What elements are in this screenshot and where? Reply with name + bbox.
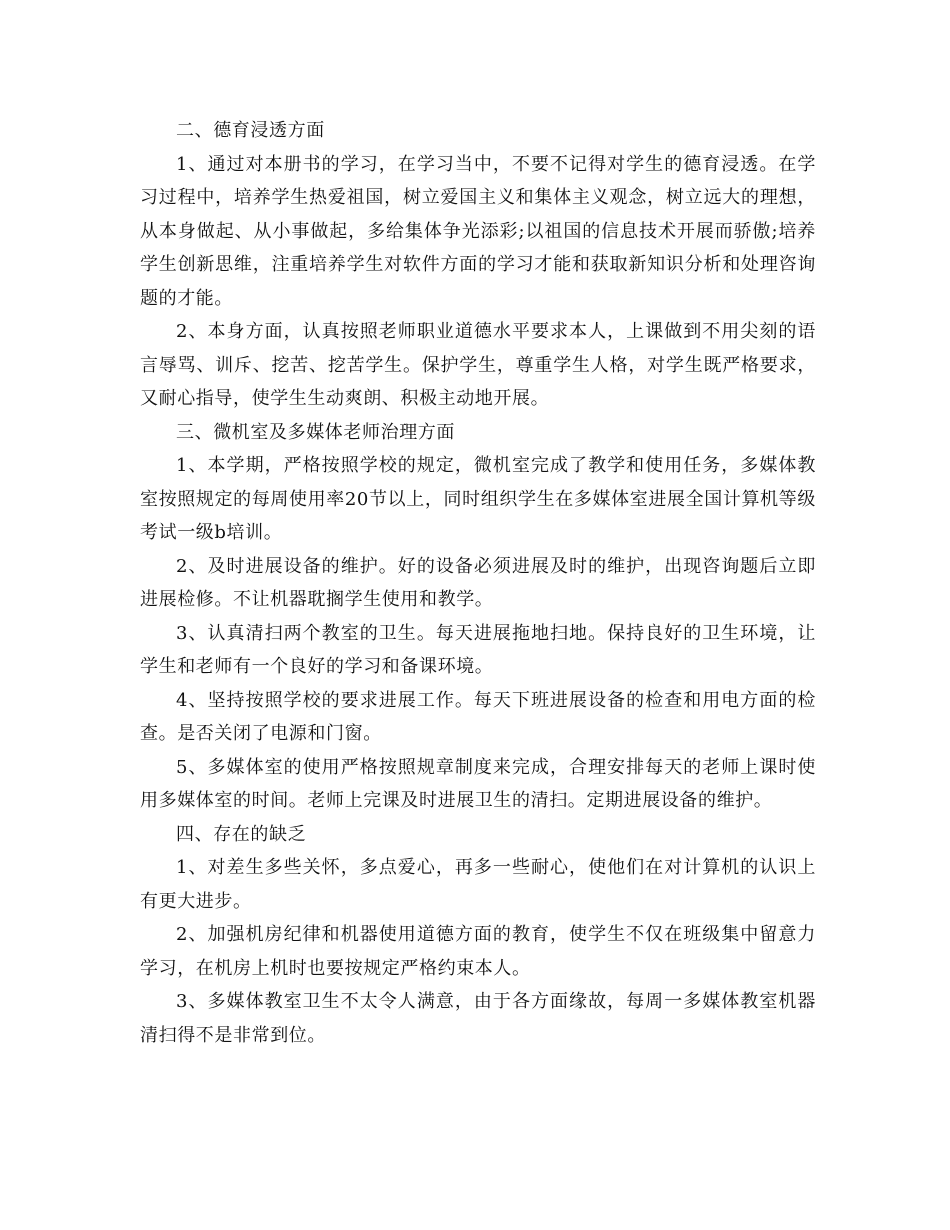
section-heading-shortcomings: 四、存在的缺乏 — [176, 823, 307, 845]
paragraph: 2、本身方面，认真按照老师职业道德水平要求本人，上课做到不用尖刻的语言辱骂、训斥、挖苦、挖苦学生。保护学生，尊重学生人格，对学生既严格要求，又耐心指导，使学生生动爽朗、积极主动地开展。 — [140, 321, 816, 409]
paragraph: 1、对差生多些关怀，多点爱心，再多一些耐心，使他们在对计算机的认识上有更大进步。 — [140, 857, 816, 912]
paragraph: 3、多媒体教室卫生不太令人满意，由于各方面缘故，每周一多媒体教室机器清扫得不是非常到位。 — [140, 991, 816, 1046]
paragraph: 2、及时进展设备的维护。好的设备必须进展及时的维护，出现咨询题后立即进展检修。不让机器耽搁学生使用和教学。 — [140, 555, 816, 610]
paragraph: 4、坚持按照学校的要求进展工作。每天下班进展设备的检查和用电方面的检查。是否关闭了电源和门窗。 — [140, 689, 816, 744]
paragraph: 1、通过对本册书的学习，在学习当中，不要不记得对学生的德育浸透。在学习过程中，培养学生热爱祖国，树立爱国主义和集体主义观念，树立远大的理想，从本身做起、从小事做起，多给集体争光添彩;以祖国的信息技术开展而骄傲;培养学生创新思维，注重培养学生对软件方面的学习才能和获取新知识分析和处理咨询题的才能。 — [140, 153, 816, 309]
paragraph: 3、认真清扫两个教室的卫生。每天进展拖地扫地。保持良好的卫生环境，让学生和老师有一个良好的学习和备课环境。 — [140, 622, 816, 677]
document-body — [140, 114, 816, 1052]
paragraph: 5、多媒体室的使用严格按照规章制度来完成，合理安排每天的老师上课时使用多媒体室的时间。老师上完课及时进展卫生的清扫。定期进展设备的维护。 — [140, 756, 816, 811]
paragraph: 2、加强机房纪律和机器使用道德方面的教育，使学生不仅在班级集中留意力学习，在机房上机时也要按规定严格约束本人。 — [140, 924, 816, 979]
section-heading-lab-management: 三、微机室及多媒体老师治理方面 — [176, 421, 455, 443]
section-heading-moral-education: 二、德育浸透方面 — [176, 120, 325, 141]
paragraph: 1、本学期，严格按照学校的规定，微机室完成了教学和使用任务，多媒体教室按照规定的每周使用率20节以上，同时组织学生在多媒体室进展全国计算机等级考试一级b培训。 — [140, 455, 816, 543]
